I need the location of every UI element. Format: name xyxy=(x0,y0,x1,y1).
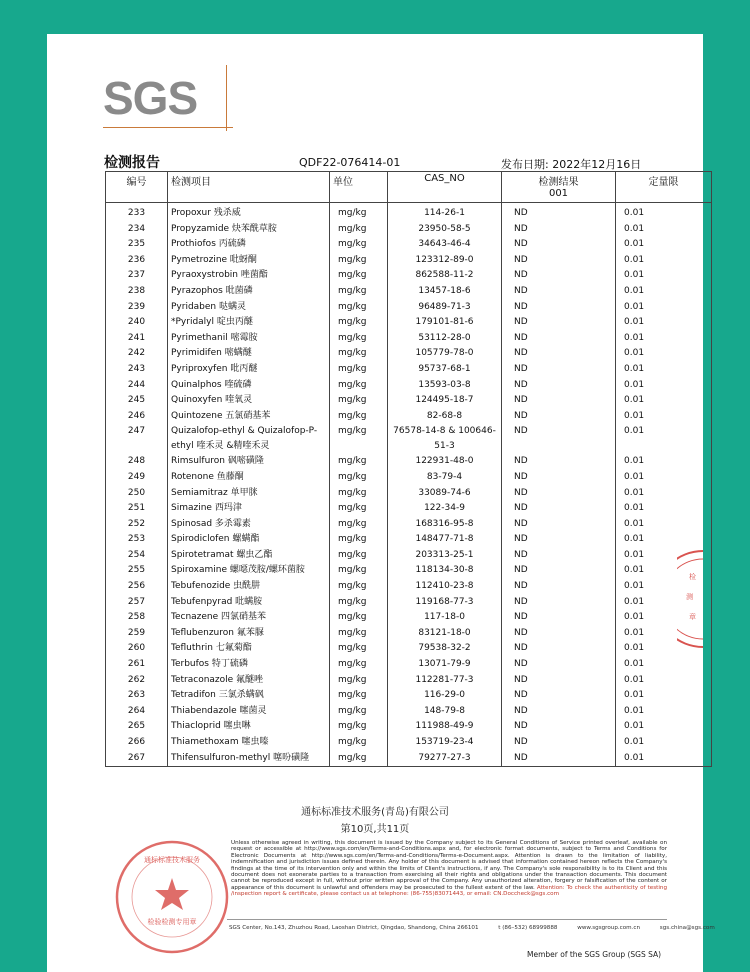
cell-loq: 0.01 xyxy=(616,300,712,316)
cell-cas: 116-29-0 xyxy=(388,688,502,704)
table-row xyxy=(106,657,712,673)
cell-item: Quinalphos 喹硫磷 xyxy=(168,378,330,394)
cell-item: Rotenone 鱼藤酮 xyxy=(168,470,330,486)
cell-cas: 122931-48-0 xyxy=(388,454,502,470)
cell-item: Teflubenzuron 氟苯脲 xyxy=(168,626,330,642)
cell-loq: 0.01 xyxy=(616,673,712,689)
cell-result: ND xyxy=(502,517,616,533)
cell-loq: 0.01 xyxy=(616,331,712,347)
cell-no: 239 xyxy=(106,300,168,316)
table-body xyxy=(106,203,712,767)
table-row xyxy=(106,315,712,331)
sgs-logo-text: SGS xyxy=(103,72,198,124)
cell-unit: mg/kg xyxy=(330,203,388,222)
cell-item: Tefluthrin 七氟菊酯 xyxy=(168,641,330,657)
table-row xyxy=(106,751,712,767)
svg-text:测: 测 xyxy=(686,593,693,601)
table-row xyxy=(106,735,712,751)
table-row xyxy=(106,719,712,735)
cell-unit: mg/kg xyxy=(330,641,388,657)
cell-cas: 105779-78-0 xyxy=(388,346,502,362)
cell-result: ND xyxy=(502,253,616,269)
cell-unit: mg/kg xyxy=(330,424,388,454)
cell-loq: 0.01 xyxy=(616,486,712,502)
cell-loq: 0.01 xyxy=(616,641,712,657)
cell-loq: 0.01 xyxy=(616,253,712,269)
cell-unit: mg/kg xyxy=(330,657,388,673)
cell-loq: 0.01 xyxy=(616,563,712,579)
col-header-result-sample: 001 xyxy=(548,188,569,199)
cell-cas: 123312-89-0 xyxy=(388,253,502,269)
col-header-result-label: 检测结果 xyxy=(538,177,579,188)
footer-company: 通标标准技术服务(青岛)有限公司 xyxy=(301,807,449,818)
cell-loq: 0.01 xyxy=(616,517,712,533)
company-email: sgs.china@sgs.com xyxy=(659,925,715,931)
table-row xyxy=(106,300,712,316)
cell-no: 264 xyxy=(106,704,168,720)
report-number: QDF22-076414-01 xyxy=(299,156,401,169)
cell-unit: mg/kg xyxy=(330,532,388,548)
col-header-item: 检测项目 xyxy=(168,172,330,203)
logo-line xyxy=(226,65,227,131)
cell-no: 258 xyxy=(106,610,168,626)
cell-no: 255 xyxy=(106,563,168,579)
cell-cas: 53112-28-0 xyxy=(388,331,502,347)
cell-result: ND xyxy=(502,688,616,704)
cell-cas: 153719-23-4 xyxy=(388,735,502,751)
cell-cas: 83-79-4 xyxy=(388,470,502,486)
col-header-unit: 单位 xyxy=(330,172,388,203)
table-row xyxy=(106,704,712,720)
cell-result: ND xyxy=(502,626,616,642)
cell-no: 235 xyxy=(106,237,168,253)
cell-unit: mg/kg xyxy=(330,548,388,564)
cell-item: Simazine 西玛津 xyxy=(168,501,330,517)
cell-item: Propyzamide 炔苯酰草胺 xyxy=(168,222,330,238)
cell-cas: 122-34-9 xyxy=(388,501,502,517)
col-header-result xyxy=(502,172,616,203)
cell-unit: mg/kg xyxy=(330,237,388,253)
cell-no: 253 xyxy=(106,532,168,548)
cell-item: Pyraoxystrobin 唑菌酯 xyxy=(168,268,330,284)
cell-no: 252 xyxy=(106,517,168,533)
cell-result: ND xyxy=(502,751,616,767)
cell-result: ND xyxy=(502,641,616,657)
cell-no: 248 xyxy=(106,454,168,470)
cell-no: 245 xyxy=(106,393,168,409)
table-row xyxy=(106,501,712,517)
cell-cas: 13457-18-6 xyxy=(388,284,502,300)
cell-item: Pyrimidifen 嘧螨醚 xyxy=(168,346,330,362)
cell-loq: 0.01 xyxy=(616,346,712,362)
cell-result: ND xyxy=(502,424,616,454)
cell-item: Thiamethoxam 噻虫嗪 xyxy=(168,735,330,751)
cell-item: Quintozene 五氯硝基苯 xyxy=(168,409,330,425)
cell-cas: 148-79-8 xyxy=(388,704,502,720)
company-website: www.sgsgroup.com.cn xyxy=(577,925,640,931)
cell-loq: 0.01 xyxy=(616,424,712,454)
cell-result: ND xyxy=(502,704,616,720)
cell-loq: 0.01 xyxy=(616,595,712,611)
cell-unit: mg/kg xyxy=(330,362,388,378)
cell-item: Quizalofop-ethyl & Quizalofop-P-ethyl 喹禾灵 &精喹禾灵 xyxy=(168,424,330,454)
sgs-logo xyxy=(103,65,229,131)
table-row xyxy=(106,641,712,657)
cell-item: Thiacloprid 噻虫啉 xyxy=(168,719,330,735)
cell-item: Tetraconazole 氟醚唑 xyxy=(168,673,330,689)
cell-item: Pymetrozine 吡蚜酮 xyxy=(168,253,330,269)
table-row xyxy=(106,268,712,284)
cell-unit: mg/kg xyxy=(330,517,388,533)
cell-unit: mg/kg xyxy=(330,300,388,316)
cell-unit: mg/kg xyxy=(330,315,388,331)
cell-no: 265 xyxy=(106,719,168,735)
col-header-no: 编号 xyxy=(106,172,168,203)
cell-cas: 862588-11-2 xyxy=(388,268,502,284)
cell-unit: mg/kg xyxy=(330,610,388,626)
table-row xyxy=(106,253,712,269)
cell-cas: 203313-25-1 xyxy=(388,548,502,564)
cell-unit: mg/kg xyxy=(330,626,388,642)
cell-loq: 0.01 xyxy=(616,470,712,486)
table-row xyxy=(106,424,712,454)
table-row xyxy=(106,454,712,470)
cell-result: ND xyxy=(502,315,616,331)
cell-result: ND xyxy=(502,378,616,394)
table-row xyxy=(106,331,712,347)
cell-item: Semiamitraz 单甲脒 xyxy=(168,486,330,502)
cell-result: ND xyxy=(502,501,616,517)
cell-unit: mg/kg xyxy=(330,688,388,704)
cell-no: 256 xyxy=(106,579,168,595)
cell-no: 242 xyxy=(106,346,168,362)
cell-loq: 0.01 xyxy=(616,454,712,470)
inspection-stamp-icon xyxy=(113,838,231,956)
cell-cas: 168316-95-8 xyxy=(388,517,502,533)
cell-loq: 0.01 xyxy=(616,203,712,222)
cell-item: Pyrimethanil 嘧霉胺 xyxy=(168,331,330,347)
cell-cas: 117-18-0 xyxy=(388,610,502,626)
svg-text:检验检测专用章: 检验检测专用章 xyxy=(147,918,197,926)
cell-no: 259 xyxy=(106,626,168,642)
table-row xyxy=(106,563,712,579)
cell-cas: 83121-18-0 xyxy=(388,626,502,642)
cell-cas: 34643-46-4 xyxy=(388,237,502,253)
cell-result: ND xyxy=(502,673,616,689)
cell-cas: 82-68-8 xyxy=(388,409,502,425)
page-number: 第10页,共11页 xyxy=(340,824,410,835)
cell-no: 238 xyxy=(106,284,168,300)
cell-item: Prothiofos 丙硫磷 xyxy=(168,237,330,253)
cell-no: 241 xyxy=(106,331,168,347)
cell-loq: 0.01 xyxy=(616,284,712,300)
cell-unit: mg/kg xyxy=(330,409,388,425)
cell-unit: mg/kg xyxy=(330,454,388,470)
cell-item: Tetradifon 三氯杀螨砜 xyxy=(168,688,330,704)
col-header-cas: CAS_NO xyxy=(388,172,502,203)
cell-item: Spirotetramat 螺虫乙酯 xyxy=(168,548,330,564)
cell-item: Spiroxamine 螺噁茂胺/螺环菌胺 xyxy=(168,563,330,579)
cell-cas: 119168-77-3 xyxy=(388,595,502,611)
page-seal-icon xyxy=(677,549,703,649)
cell-loq: 0.01 xyxy=(616,501,712,517)
cell-cas: 23950-58-5 xyxy=(388,222,502,238)
cell-item: Pyridaben 哒螨灵 xyxy=(168,300,330,316)
cell-item: Thifensulfuron-methyl 噻吩磺隆 xyxy=(168,751,330,767)
table-row xyxy=(106,579,712,595)
cell-no: 236 xyxy=(106,253,168,269)
table-row xyxy=(106,346,712,362)
cell-no: 263 xyxy=(106,688,168,704)
cell-cas: 95737-68-1 xyxy=(388,362,502,378)
cell-loq: 0.01 xyxy=(616,751,712,767)
authenticity-notice: Attention: To check the authenticity of testing /inspection report & certificate, please contact us at telephone: (86-755)83071443, or email: CN.Doccheck@sgs.com xyxy=(231,884,668,898)
cell-result: ND xyxy=(502,735,616,751)
cell-loq: 0.01 xyxy=(616,610,712,626)
company-address: SGS Center, No.143, Zhuzhou Road, Laoshan District, Qingdao, Shandong, China 266101 xyxy=(229,925,479,931)
cell-result: ND xyxy=(502,486,616,502)
cell-loq: 0.01 xyxy=(616,362,712,378)
cell-unit: mg/kg xyxy=(330,378,388,394)
cell-unit: mg/kg xyxy=(330,673,388,689)
cell-cas: 96489-71-3 xyxy=(388,300,502,316)
cell-result: ND xyxy=(502,362,616,378)
cell-cas: 111988-49-9 xyxy=(388,719,502,735)
cell-loq: 0.01 xyxy=(616,735,712,751)
cell-no: 247 xyxy=(106,424,168,454)
cell-item: Tecnazene 四氯硝基苯 xyxy=(168,610,330,626)
cell-loq: 0.01 xyxy=(616,626,712,642)
cell-result: ND xyxy=(502,470,616,486)
cell-no: 250 xyxy=(106,486,168,502)
table-row xyxy=(106,470,712,486)
cell-loq: 0.01 xyxy=(616,409,712,425)
cell-cas: 33089-74-6 xyxy=(388,486,502,502)
cell-no: 240 xyxy=(106,315,168,331)
cell-result: ND xyxy=(502,610,616,626)
table-row xyxy=(106,548,712,564)
cell-result: ND xyxy=(502,657,616,673)
cell-unit: mg/kg xyxy=(330,735,388,751)
svg-text:章: 章 xyxy=(689,613,696,621)
cell-result: ND xyxy=(502,532,616,548)
cell-item: Rimsulfuron 砜嘧磺隆 xyxy=(168,454,330,470)
cell-no: 237 xyxy=(106,268,168,284)
cell-item: Propoxur 残杀威 xyxy=(168,203,330,222)
cell-loq: 0.01 xyxy=(616,315,712,331)
cell-item: Quinoxyfen 喹氧灵 xyxy=(168,393,330,409)
cell-cas: 124495-18-7 xyxy=(388,393,502,409)
cell-item: Terbufos 特丁硫磷 xyxy=(168,657,330,673)
cell-unit: mg/kg xyxy=(330,253,388,269)
cell-result: ND xyxy=(502,454,616,470)
cell-cas: 114-26-1 xyxy=(388,203,502,222)
cell-no: 254 xyxy=(106,548,168,564)
cell-result: ND xyxy=(502,331,616,347)
svg-text:检: 检 xyxy=(689,573,696,581)
cell-loq: 0.01 xyxy=(616,579,712,595)
table-row xyxy=(106,284,712,300)
cell-cas: 179101-81-6 xyxy=(388,315,502,331)
table-row xyxy=(106,222,712,238)
cell-cas: 118134-30-8 xyxy=(388,563,502,579)
disclaimer xyxy=(231,840,667,898)
cell-result: ND xyxy=(502,563,616,579)
cell-item: Tebufenozide 虫酰肼 xyxy=(168,579,330,595)
table-row xyxy=(106,610,712,626)
cell-cas: 79277-27-3 xyxy=(388,751,502,767)
cell-unit: mg/kg xyxy=(330,470,388,486)
company-phone: t (86–532) 68999888 xyxy=(498,925,558,931)
cell-result: ND xyxy=(502,268,616,284)
cell-loq: 0.01 xyxy=(616,378,712,394)
cell-no: 243 xyxy=(106,362,168,378)
cell-item: Pyriproxyfen 吡丙醚 xyxy=(168,362,330,378)
table-row xyxy=(106,595,712,611)
results-table xyxy=(105,171,712,767)
cell-unit: mg/kg xyxy=(330,595,388,611)
cell-no: 251 xyxy=(106,501,168,517)
table-header-row xyxy=(106,172,712,203)
cell-unit: mg/kg xyxy=(330,284,388,300)
cell-result: ND xyxy=(502,222,616,238)
cell-loq: 0.01 xyxy=(616,532,712,548)
cell-unit: mg/kg xyxy=(330,563,388,579)
divider xyxy=(227,919,667,920)
cell-item: Spirodiclofen 螺螨酯 xyxy=(168,532,330,548)
cell-loq: 0.01 xyxy=(616,719,712,735)
table-row xyxy=(106,517,712,533)
cell-unit: mg/kg xyxy=(330,393,388,409)
cell-unit: mg/kg xyxy=(330,719,388,735)
member-note: Member of the SGS Group (SGS SA) xyxy=(527,950,662,959)
report-page xyxy=(47,34,715,972)
table-row xyxy=(106,237,712,253)
cell-loq: 0.01 xyxy=(616,704,712,720)
cell-result: ND xyxy=(502,548,616,564)
cell-unit: mg/kg xyxy=(330,501,388,517)
cell-cas: 148477-71-8 xyxy=(388,532,502,548)
cell-no: 260 xyxy=(106,641,168,657)
cell-no: 262 xyxy=(106,673,168,689)
cell-result: ND xyxy=(502,579,616,595)
cell-item: Pyrazophos 吡菌磷 xyxy=(168,284,330,300)
cell-unit: mg/kg xyxy=(330,268,388,284)
cell-unit: mg/kg xyxy=(330,222,388,238)
cell-no: 244 xyxy=(106,378,168,394)
cell-result: ND xyxy=(502,300,616,316)
disclaimer-text: Unless otherwise agreed in writing, this document is issued by the Company subject to its General Conditions of Service printed overleaf, available on request or accessible at http://www.sgs.com/en/Terms-and-Conditions.aspx and, for electronic format documents, subject to Terms and Conditions for Electronic Documents at http://www.sgs.com/en/Terms-and-Conditions/Terms-e-Document.aspx. Attention is drawn to the limitation of liability, indemnification and jurisdiction issues defined therein. Any holder of this document is advised that information contained hereon reflects the Company's findings at the time of its intervention only and within the limits of Client's instructions, if any. The Company's sole responsibility is to its Client and this document does not exonerate parties to a transaction from exercising all their rights and obligations under the transaction documents. This document cannot be reproduced except in full, without prior written approval of the Company. Any unauthorized alteration, forgery or falsification of the content or appearance of this document is unlawful and offenders may be prosecuted to the fullest extent of the law. xyxy=(231,840,667,891)
cell-result: ND xyxy=(502,284,616,300)
cell-loq: 0.01 xyxy=(616,393,712,409)
cell-result: ND xyxy=(502,203,616,222)
report-title: 检测报告 xyxy=(104,155,160,171)
table-row xyxy=(106,626,712,642)
cell-no: 249 xyxy=(106,470,168,486)
address-line xyxy=(229,925,715,931)
svg-text:通标标准技术服务: 通标标准技术服务 xyxy=(144,856,200,864)
cell-unit: mg/kg xyxy=(330,486,388,502)
cell-cas: 112410-23-8 xyxy=(388,579,502,595)
cell-no: 261 xyxy=(106,657,168,673)
cell-loq: 0.01 xyxy=(616,268,712,284)
issue-date: 发布日期: 2022年12月16日 xyxy=(501,158,642,171)
cell-no: 257 xyxy=(106,595,168,611)
cell-no: 234 xyxy=(106,222,168,238)
cell-item: Tebufenpyrad 吡螨胺 xyxy=(168,595,330,611)
table-row xyxy=(106,688,712,704)
cell-result: ND xyxy=(502,595,616,611)
logo-line xyxy=(103,127,233,128)
table-row xyxy=(106,409,712,425)
cell-result: ND xyxy=(502,409,616,425)
cell-result: ND xyxy=(502,719,616,735)
cell-unit: mg/kg xyxy=(330,579,388,595)
cell-unit: mg/kg xyxy=(330,751,388,767)
col-header-loq: 定量限 xyxy=(616,172,712,203)
cell-cas: 76578-14-8 & 100646-51-3 xyxy=(388,424,502,454)
cell-loq: 0.01 xyxy=(616,548,712,564)
cell-loq: 0.01 xyxy=(616,222,712,238)
cell-loq: 0.01 xyxy=(616,657,712,673)
cell-item: Thiabendazole 噻菌灵 xyxy=(168,704,330,720)
cell-unit: mg/kg xyxy=(330,331,388,347)
cell-item: Spinosad 多杀霉素 xyxy=(168,517,330,533)
cell-result: ND xyxy=(502,237,616,253)
cell-cas: 79538-32-2 xyxy=(388,641,502,657)
table-row xyxy=(106,393,712,409)
cell-no: 233 xyxy=(106,203,168,222)
cell-result: ND xyxy=(502,346,616,362)
cell-cas: 13071-79-9 xyxy=(388,657,502,673)
table-row xyxy=(106,486,712,502)
cell-result: ND xyxy=(502,393,616,409)
table-row xyxy=(106,532,712,548)
cell-unit: mg/kg xyxy=(330,704,388,720)
cell-no: 266 xyxy=(106,735,168,751)
cell-cas: 112281-77-3 xyxy=(388,673,502,689)
cell-cas: 13593-03-8 xyxy=(388,378,502,394)
table-row xyxy=(106,203,712,222)
cell-no: 246 xyxy=(106,409,168,425)
cell-loq: 0.01 xyxy=(616,237,712,253)
cell-no: 267 xyxy=(106,751,168,767)
table-row xyxy=(106,378,712,394)
table-row xyxy=(106,673,712,689)
cell-item: *Pyridalyl 啶虫丙醚 xyxy=(168,315,330,331)
cell-loq: 0.01 xyxy=(616,688,712,704)
table-row xyxy=(106,362,712,378)
cell-unit: mg/kg xyxy=(330,346,388,362)
